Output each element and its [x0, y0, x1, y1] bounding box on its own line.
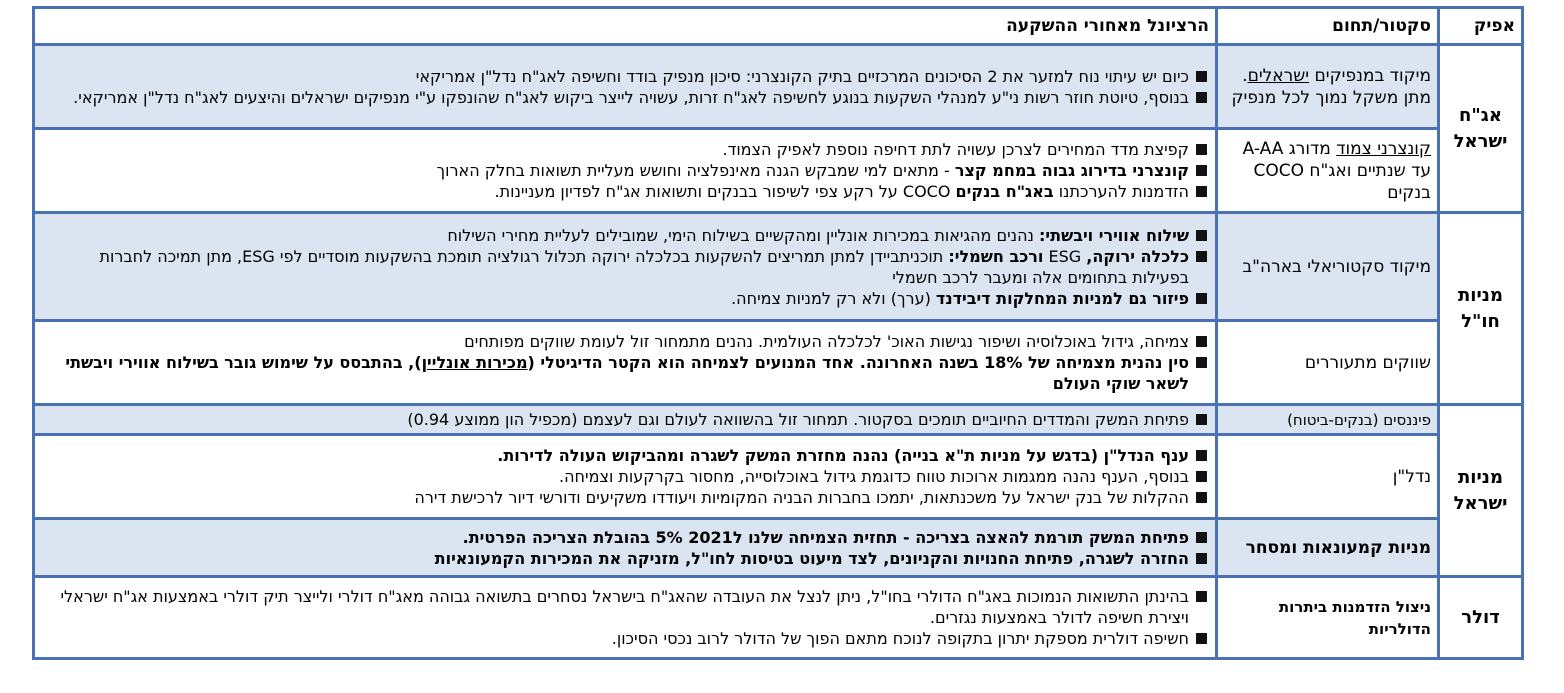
bullet-item: בנוסף, הענף נהנה ממגמות ארוכות טווח כדוגמת גידול באוכלוסייה, מחסור בקרקעות וצמיחה.	[41, 466, 1209, 487]
bullet-bold-text: סין נהנית מצמיחה של 18% בשנה האחרונה. אחד המנועים לצמיחה הוא הקטר הדיגיטלי (	[527, 353, 1189, 372]
bullet-text: תוכניתביידן למתן תמריצים להשקעות בכלכלה ירוקה תכלול רגולציה תומכת בהשקעות מוסדיים לפי ESG, מתן תמיכה לחברות בפעילות בתחומים אלה ומעבר לרכב חשמלי	[99, 246, 1189, 287]
sector-cell: ניצול הזדמנות ביתרות הדולריות	[1217, 577, 1439, 659]
table-row	[34, 519, 1523, 577]
sector-cell: מניות קמעונאות ומסחר	[1217, 519, 1439, 577]
bullet-item: חשיפה דולרית מספקת יתרון בתקופה לנוכח מתאם הפוך של הדולר לרוב נכסי הסיכון.	[41, 628, 1209, 649]
rationale-cell	[34, 321, 1217, 405]
sector-text: מדורג A-AA עד שנתיים ואג"ח COCO בנקים	[1242, 138, 1431, 203]
bullet-text: - מתאים למי שמבקש הגנה מאינפלציה וחושש מעליית תשואות בחלק הארוך	[436, 161, 955, 180]
bullet-item	[41, 288, 1209, 309]
rationale-cell	[34, 213, 1217, 321]
header-row	[34, 8, 1523, 45]
table-row	[34, 577, 1523, 659]
sector-text-underlined: ישראלים	[1247, 65, 1310, 86]
bullet-text: נהנים מהגיאות במכירות אונליין ומהקשיים בשילוח הימי, שמובילים לעליית מחירי השילוח	[447, 225, 1040, 245]
group-dollar: דולר	[1439, 577, 1523, 659]
group-israel-bonds: אג"ח ישראל	[1439, 45, 1523, 213]
header-rationale: הרציונל מאחורי ההשקעה	[34, 8, 1217, 45]
bullet-bold-text: פיזור גם למניות המחלקות דיבידנד	[935, 288, 1189, 308]
investment-table-frame	[32, 6, 1524, 670]
sector-cell	[1217, 45, 1439, 129]
bullet-item: בהינתן התשואות הנמוכות באג"ח הדולרי בחו"ל, ניתן לנצל את העובדה שהאג"ח בישראל נסחרים בתשואה גבוהה מאג"ח דולרי ולייצר תיק דולרי באמצעות אג"ח ישראלי ויצירת חשיפה לדולר באמצעות נגזרים.	[41, 586, 1209, 628]
group-foreign-stocks: מניות חו"ל	[1439, 213, 1523, 405]
bullet-item: פתיחת המשק והמדדים החיוביים תומכים בסקטור. תמחור זול בהשוואה לעולם וגם לעצמם (מכפיל הון ממוצע 0.94)	[41, 409, 1209, 430]
bullet-bold-text: קונצרני בדירוג גבוה במחמ קצר	[954, 161, 1189, 180]
table-row	[34, 129, 1523, 213]
sector-text: . מתן משקל נמוך לכל מנפיק	[1231, 65, 1431, 108]
bullet-item: פתיחת המשק תורמת להאצה בצריכה - תחזית הצמיחה שלנו ל2021 5% בהובלת הצריכה הפרטית.	[41, 527, 1209, 548]
header-issuer: אפיק	[1439, 8, 1523, 45]
rationale-cell	[34, 519, 1217, 577]
group-israel-stocks: מניות ישראל	[1439, 405, 1523, 577]
table-row	[34, 45, 1523, 129]
bullet-item: צמיחה, גידול באוכלוסיה ושיפור נגישות האוכ' לכלכלה העולמית. נהנים מתמחור זול לעומת שווקים מפותחים	[41, 331, 1209, 352]
sector-cell: מיקוד סקטוריאלי בארה"ב	[1217, 213, 1439, 321]
bullet-text: הזדמנות להערכתנו	[1053, 182, 1189, 201]
sector-text: מיקוד במנפיקים	[1314, 65, 1431, 86]
table-row	[34, 435, 1523, 519]
rationale-cell	[34, 577, 1217, 659]
investment-rationale-table	[32, 6, 1524, 660]
bullet-text: (ערך) ולא רק למניות צמיחה.	[731, 288, 936, 308]
bullet-item: קפיצת מדד המחירים לצרכן עשויה לתת דחיפה נוספת לאפיק הצמוד.	[41, 139, 1209, 160]
table-row	[34, 321, 1523, 405]
bullet-item	[41, 352, 1209, 394]
bullet-item: ההקלות של בנק ישראל על משכנתאות, יתמכו בחברות הבניה המקומיות ויעודדו משקיעים ודורשי דיור לרכישת דירה	[41, 487, 1209, 508]
sector-cell	[1217, 129, 1439, 213]
rationale-cell	[34, 45, 1217, 129]
rationale-cell	[34, 129, 1217, 213]
sector-cell: נדל"ן	[1217, 435, 1439, 519]
bullet-item	[41, 225, 1209, 246]
sector-cell: שווקים מתעוררים	[1217, 321, 1439, 405]
bullet-bold-text: באג"ח בנקים	[955, 182, 1054, 201]
bullet-bold-text: שילוח אווירי ויבשתי:	[1039, 225, 1189, 245]
bullet-bold-text: ורכב חשמלי:	[948, 246, 1044, 266]
table-row	[34, 405, 1523, 435]
bullet-item: החזרה לשגרה, פתיחת החנויות והקניונים, לצד מיעוט בטיסות לחו"ל, מזניקה את המכירות הקמעונאיות	[41, 548, 1209, 569]
bullet-text: ESG	[1043, 246, 1087, 266]
bullet-item	[41, 181, 1209, 202]
bullet-text: COCO על רקע צפי לשיפור בבנקים ותשואות אג"ח לפדיון מעניינות.	[494, 182, 956, 201]
bullet-underlined-text: מכירות אונליין	[421, 353, 528, 372]
bullet-item	[41, 246, 1209, 288]
bullet-item: כיום יש עיתוי נוח למזער את 2 הסיכונים המרכזיים בתיק הקונצרני: סיכון מנפיק בודד וחשיפה לאג"ח נדל"ן אמריקאי	[41, 66, 1209, 87]
header-sector: סקטור/תחום	[1217, 8, 1439, 45]
bullet-bold-text: כלכלה ירוקה,	[1086, 246, 1189, 266]
sector-cell: פיננסים (בנקים-ביטוח)	[1217, 405, 1439, 435]
bullet-item: ענף הנדל"ן (בדגש על מניות ת"א בנייה) נהנה מחזרת המשק לשגרה ומהביקוש העולה לדירות.	[41, 445, 1209, 466]
sector-text-underlined: קונצרני צמוד	[1336, 138, 1431, 159]
bullet-item	[41, 160, 1209, 181]
rationale-cell	[34, 405, 1217, 435]
table-row	[34, 213, 1523, 321]
bullet-bold-text: ), בהתבסס על שימוש גובר בשילוח אווירי ויבשתי לשאר שוקי העולם	[65, 353, 1189, 393]
bullet-item: בנוסף, טיוטת חוזר רשות ני"ע למנהלי השקעות בנוגע לחשיפה לאג"ח זרות, עשויה לייצר ביקוש לאג"ח שהונפקו ע"י מנפיקים ישראלים והיצעים לאג"ח נדל"ן אמריקאי.	[41, 87, 1209, 108]
rationale-cell	[34, 435, 1217, 519]
